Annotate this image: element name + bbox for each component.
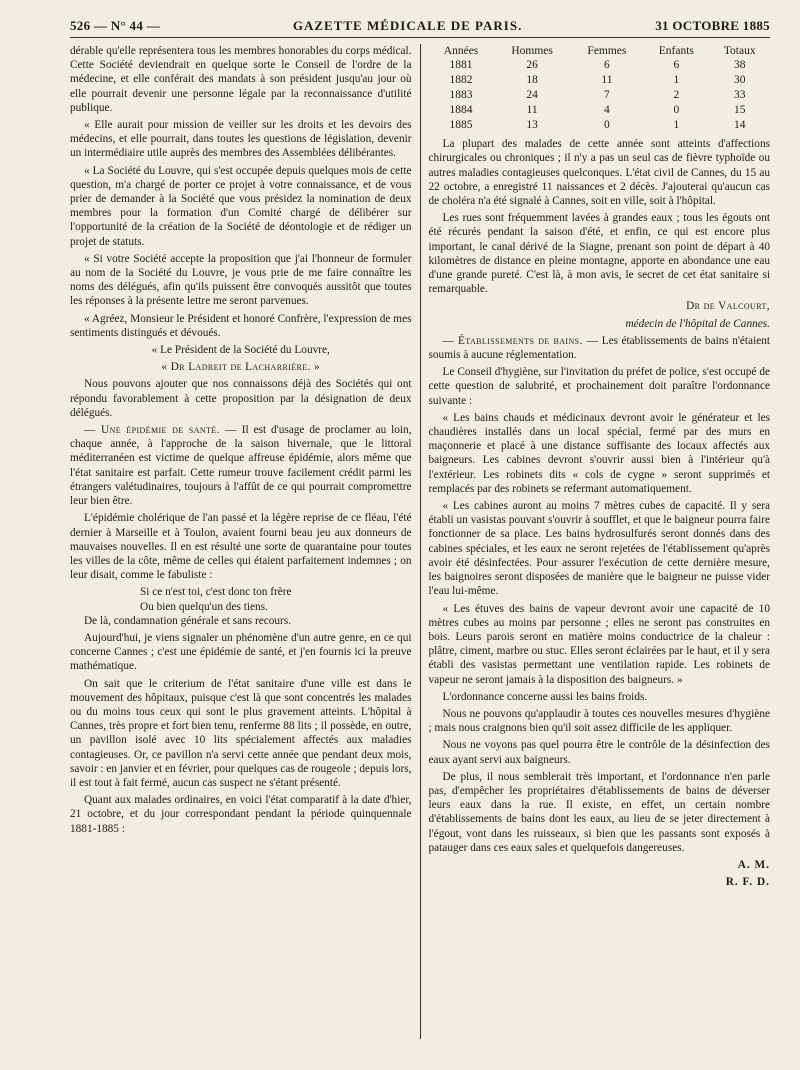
section-heading: — Établissements de bains. — bbox=[442, 334, 599, 347]
paragraph: Nous ne pouvons qu'applaudir à toutes ces nouvelles mesures d'hygiène ; mais nous craignons bien qu'il soit assez difficile de les appliquer. bbox=[428, 707, 770, 735]
table-row: 1882 18 11 1 30 bbox=[449, 74, 746, 87]
issue-date: 31 OCTOBRE 1885 bbox=[655, 18, 770, 33]
paragraph: « Les cabines auront au moins 7 mètres cubes de capacité. Il y sera établi un vasistas pouvant s'ouvrir à soufflet, et que le baigneur pourra faire fonctionner de sa place. Les bains hydrosulfurés seront donnés dans des cabines spéciales, et les eaux ne seront rejetées de l'établissement qu'après avoir été désinfectées. Pour assurer l'exécution de cette dernière mesure, les baignoires seront disposées de manière que le baigneur ne puisse vider l'eau lui-même. bbox=[428, 500, 770, 598]
paragraph: Nous pouvons ajouter que nos connaissons déjà des Sociétés qui ont répondu favorablement à cette proposition par la désignation de deux délégués. bbox=[70, 378, 412, 419]
paragraph: « Agréez, Monsieur le Président et honoré Confrère, l'expression de mes sentiments distingués et dévoués. bbox=[70, 312, 412, 339]
paragraph: « Si votre Société accepte la proposition que j'ai l'honneur de formuler au nom de la Société du Louvre, je vous prie de me faire connaître les noms des délégués, afin qu'ils puissent être convoqués aussitôt que toutes les réponses à la présente lettre me seront parvenues. bbox=[70, 252, 412, 308]
paragraph: dérable qu'elle représentera tous les membres honorables du corps médical. Cette Société deviendrait en quelque sorte le Conseil de l'ordre de la médecine, et elle conférait des mandats à son président jusqu'au jour où elle pourrait devenir une personne légale par la reconnaissance d'utilité publique. bbox=[70, 45, 412, 114]
paragraph: — Une épidémie de santé. — Il est d'usage de proclamer au loin, chaque année, à l'approche de la saison hivernale, que le littoral méditerranéen est victime de quelque affreuse épidémie, alors même que l'état sanitaire est parfait. Cette rumeur trouve facilement crédit parmi les étrangers valétudinaires, toujours à l'affût de ce qui pourrait compromettre leur bien être. bbox=[70, 424, 412, 508]
paragraph: De plus, il nous semblerait très important, et l'ordonnance n'en parle pas, d'empêcher les propriétaires d'établissements de bains de déverser leurs eaux dans la rue. Il existe, en effet, un certain nombre d'établissements de bains dont les eaux, au lieu de se jeter directement à l'égout, vont dans les ruisseaux, si bien que les passants sont exposés à patauger dans ces eaux sales et quelquefois dangereuses. bbox=[428, 770, 770, 854]
paragraph: Le Conseil d'hygiène, sur l'invitation du préfet de police, s'est occupé de cette question de salubrité, et prochainement doit paraître l'ordonnance suivante : bbox=[428, 366, 770, 407]
page-header bbox=[70, 18, 770, 38]
letter-signature-name: « Dr Ladreit de Lacharrière. » bbox=[161, 361, 321, 374]
paragraph: La plupart des malades de cette année sont atteints d'affections chirurgicales ou chroniques ; il n'y a pas un seul cas de fièvre typhoïde ou autres maladies contagieuses quelconques. L'état civil de Cannes, du 15 au 22 octobre, a enregistré 11 naissances et 2 décès. J'ajouterai qu'aucun cas de choléra n'a été signalé à Cannes, soit en ville, soit à l'hôpital. bbox=[428, 138, 770, 208]
verse-line: Ou bien quelqu'un des tiens. bbox=[140, 600, 268, 613]
paragraph: Nous ne voyons pas quel pourra être le contrôle de la désinfection des eaux ayant servi aux baigneurs. bbox=[428, 739, 770, 766]
table-row: 1881 26 6 6 38 bbox=[449, 59, 746, 72]
publication-title: GAZETTE MÉDICALE DE PARIS. bbox=[292, 18, 523, 33]
letter-signature-title: « Le Président de la Société du Louvre, bbox=[151, 344, 330, 357]
paragraph: On sait que le criterium de l'état sanitaire d'une ville est dans le mouvement des hôpitaux, puisque c'est là que sont concentrés les malades ou du moins tous ceux qui sont le plus gravement atteints. L'hôpital à Cannes, très propre et fort bien tenu, renferme 88 lits ; il possède, en outre, un pavillon isolé avec 10 lits spécialement affectés aux maladies contagieuses. Or, ce pavillon n'a servi cette année que pendant deux mois, savoir : en janvier et en février, pour quelques cas de rougeole ; depuis lors, il est tout à fait fermé, aucun cas suspect ne s'étant présenté. bbox=[70, 677, 412, 789]
table-header-row: Années Hommes Femmes Enfants Totaux bbox=[443, 45, 756, 57]
paragraph: « La Société du Louvre, qui s'est occupée depuis quelques mois de cette question, m'a chargé de porter ce projet à votre connaissance, et de vous prier de demander à la Société que vous présidez la nomination de deux membres pour la formation d'un Comité chargé de délibérer sur l'opportunité de la création de la Société de déontologie et de rédiger un projet de statuts. bbox=[70, 164, 412, 248]
paragraph: — Établissements de bains. — Les établissements de bains n'étaient soumis à aucune réglementation. bbox=[428, 334, 770, 362]
table-row: 1883 24 7 2 33 bbox=[449, 89, 746, 102]
paragraph: De là, condamnation générale et sans recours. bbox=[84, 614, 292, 627]
article-signature-title: médecin de l'hôpital de Cannes. bbox=[625, 317, 770, 330]
right-column bbox=[420, 44, 771, 1039]
paragraph: Quant aux malades ordinaires, en voici l'état comparatif à la date d'hier, 21 octobre, et du jour correspondant pendant la période quinquennale 1881-1885 : bbox=[70, 794, 412, 835]
paragraph: L'épidémie cholérique de l'an passé et la légère reprise de ce fléau, l'été dernier à Marseille et à Toulon, avaient fourni beau jeu aux donneurs de mauvaises nouvelles. Il en est résulté une sorte de quarantaine pour toutes les villes de la côte, même de celles qui étaient parfaitement indemnes ; on leur disait, comme le fabuliste : bbox=[70, 512, 412, 582]
article-signature-name: Dr de Valcourt, bbox=[686, 300, 770, 313]
paragraph: « Elle aurait pour mission de veiller sur les droits et les devoirs des médecins, et elle pourrait, dans toutes les questions de législation, devenir un intermédiaire utile auprès des membres des Assemblées délibérantes. bbox=[70, 119, 412, 160]
table-row: 1885 13 0 1 14 bbox=[449, 119, 746, 132]
left-column bbox=[70, 44, 420, 1039]
paragraph: « Les bains chauds et médicinaux devront avoir le générateur et les chaudières installés dans un local spécial, fermé par des murs en maçonnerie et placé à une distance suffisante des locaux affectés aux baigneurs. Les cabines devront s'ouvrir aussi bien à l'intérieur qu'à l'extérieur. Les robinets dits « cols de cygne » seront supprimés et remplacés par des robinets se refermant automatiquement. bbox=[428, 411, 770, 495]
page-number: 526 — N° 44 — bbox=[70, 18, 161, 33]
hospital-stats-table bbox=[429, 44, 771, 133]
paragraph: Aujourd'hui, je viens signaler un phénomène d'un autre genre, en ce qui concerne Cannes ; c'est une épidémie de santé, et j'en fournis ici la preuve mathématique. bbox=[70, 631, 412, 673]
author-initials: A. M. bbox=[737, 858, 770, 871]
paragraph: Les rues sont fréquemment lavées à grandes eaux ; tous les égouts ont été récurés pendant la saison d'été, et enfin, ce qui est encore plus important, le canal dérivé de la Siagne, prenant son point de départ à 40 kilomètres de distance en pleine montagne, apporte en abondance une eau d'une grande pureté. C'est là, à mon avis, le secret de cet état sanitaire si remarquable. bbox=[428, 212, 770, 296]
paragraph: L'ordonnance concerne aussi les bains froids. bbox=[442, 690, 648, 703]
paragraph: « Les étuves des bains de vapeur devront avoir une capacité de 10 mètres cubes au moins par personne ; elles ne seront pas construites en bois. Leurs parois seront en matière moins conductrice de la chaleur : plâtre, ciment, marbre ou stuc. Elles seront éclairées par le haut, et il y sera établi des vasistas permettant une ventilation rapide. Les robinets de vapeur ne seront jamais à la disposition des baigneurs. » bbox=[428, 602, 770, 686]
verse-line: Si ce n'est toi, c'est donc ton frère bbox=[140, 586, 292, 599]
section-heading: — Une épidémie de santé. — bbox=[84, 424, 237, 437]
author-initials: R. F. D. bbox=[725, 876, 770, 889]
table-row: 1884 11 4 0 15 bbox=[449, 104, 746, 117]
